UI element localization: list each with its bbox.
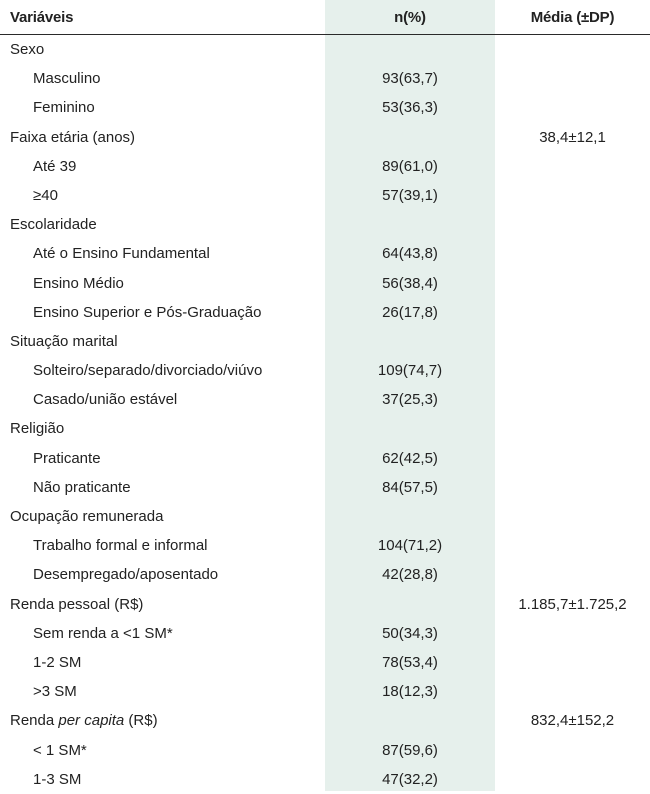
row-category-label: Escolaridade	[10, 216, 97, 234]
table-row	[0, 269, 650, 298]
row-n-percent: 37(25,3)	[382, 391, 438, 409]
row-sublabel: Praticante	[33, 449, 101, 467]
table-row	[0, 531, 650, 560]
table-row	[0, 590, 650, 619]
header-media-dp: Média (±DP)	[530, 9, 615, 26]
row-sublabel: Trabalho formal e informal	[33, 537, 208, 555]
header-n-percent: n(%)	[394, 9, 426, 26]
row-sublabel: < 1 SM*	[33, 741, 87, 759]
row-category-label	[10, 706, 158, 735]
row-n-percent: 89(61,0)	[382, 157, 438, 175]
row-n-percent: 26(17,8)	[382, 303, 438, 321]
table-row	[0, 677, 650, 706]
table-row	[0, 473, 650, 502]
row-sublabel: Sem renda a <1 SM*	[33, 624, 173, 642]
row-sublabel: Ensino Médio	[33, 274, 124, 292]
row-category-label: Renda pessoal (R$)	[10, 595, 144, 613]
row-n-percent: 87(59,6)	[382, 741, 438, 759]
row-n-percent: 93(63,7)	[382, 70, 438, 88]
row-n-percent: 109(74,7)	[377, 362, 443, 380]
row-n-percent: 18(12,3)	[382, 683, 438, 701]
row-n-percent: 64(43,8)	[382, 245, 438, 263]
table-row	[0, 356, 650, 385]
row-n-percent: 47(32,2)	[382, 770, 438, 788]
row-sublabel: Feminino	[33, 99, 95, 117]
row-n-percent: 78(53,4)	[382, 653, 438, 671]
row-sublabel: 1-2 SM	[33, 653, 82, 671]
table-row	[0, 239, 650, 268]
row-sublabel: Solteiro/separado/divorciado/viúvo	[33, 362, 263, 380]
table-row	[0, 414, 650, 443]
row-sublabel: Masculino	[33, 70, 101, 88]
table-row	[0, 152, 650, 181]
row-sublabel: >3 SM	[33, 683, 77, 701]
row-sublabel: Ensino Superior e Pós-Graduação	[33, 303, 262, 321]
label-part: Renda	[10, 712, 59, 730]
row-n-percent: 84(57,5)	[382, 478, 438, 496]
row-n-percent: 53(36,3)	[382, 99, 438, 117]
header-variaveis: Variáveis	[10, 9, 74, 26]
row-sublabel: Casado/união estável	[33, 391, 178, 409]
row-n-percent: 104(71,2)	[377, 537, 443, 555]
row-sublabel: 1-3 SM	[33, 770, 82, 788]
row-media-dp: 832,4±152,2	[530, 712, 615, 730]
table-row	[0, 560, 650, 589]
row-media-dp: 1.185,7±1.725,2	[518, 595, 627, 613]
table-row	[0, 298, 650, 327]
row-category-label: Religião	[10, 420, 65, 438]
table-row	[0, 35, 650, 64]
row-n-percent: 57(39,1)	[382, 186, 438, 204]
row-sublabel: Não praticante	[33, 478, 131, 496]
row-sublabel: ≥40	[33, 186, 58, 204]
table-row	[0, 706, 650, 735]
table-row	[0, 619, 650, 648]
row-n-percent: 62(42,5)	[382, 449, 438, 467]
table-row	[0, 93, 650, 122]
table-header	[0, 0, 650, 34]
table-body	[0, 35, 650, 794]
row-media-dp: 38,4±12,1	[539, 128, 606, 146]
row-sublabel: Até 39	[33, 157, 77, 175]
row-n-percent: 56(38,4)	[382, 274, 438, 292]
table-row	[0, 765, 650, 794]
table-row	[0, 385, 650, 414]
row-sublabel: Até o Ensino Fundamental	[33, 245, 210, 263]
table-row	[0, 444, 650, 473]
table-row	[0, 502, 650, 531]
row-category-label: Sexo	[10, 41, 45, 58]
row-category-label: Faixa etária (anos)	[10, 128, 136, 146]
label-part: per capita	[58, 712, 125, 730]
table-row	[0, 64, 650, 93]
table-row	[0, 736, 650, 765]
table-row	[0, 123, 650, 152]
row-n-percent: 42(28,8)	[382, 566, 438, 584]
table-row	[0, 210, 650, 239]
table-row	[0, 181, 650, 210]
table-row	[0, 648, 650, 677]
table-row	[0, 327, 650, 356]
label-part: (R$)	[124, 712, 158, 730]
row-category-label: Ocupação remunerada	[10, 508, 164, 525]
row-category-label: Situação marital	[10, 332, 118, 350]
row-sublabel: Desempregado/aposentado	[33, 566, 219, 584]
row-n-percent: 50(34,3)	[382, 624, 438, 642]
